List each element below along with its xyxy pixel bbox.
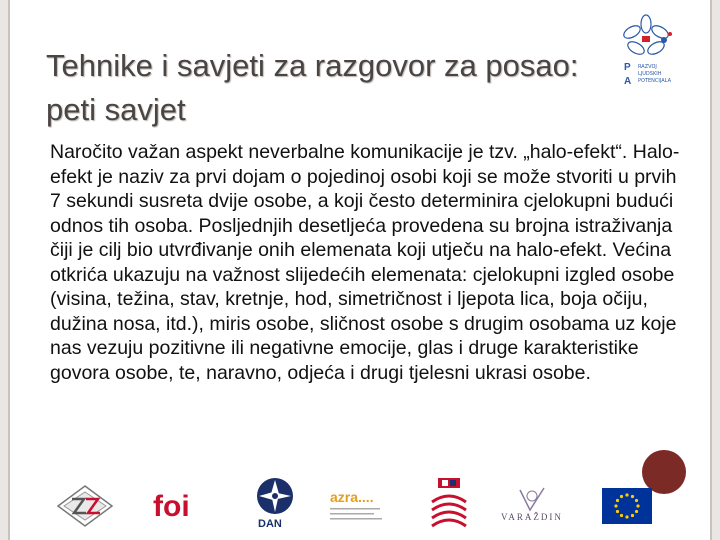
dan-logo [250, 476, 300, 530]
azra-logo-text: azra.... [330, 489, 374, 505]
razvoj-ljudskih-potencijala-logo [610, 10, 692, 92]
right-border-bar [712, 0, 720, 540]
flower-icon [622, 15, 672, 57]
dan-logo-text: DAN [258, 518, 282, 530]
coat-of-arms-icon [428, 476, 470, 532]
varazdin-logo [498, 486, 564, 526]
eu-flag-icon [602, 488, 652, 524]
foi-logo [150, 486, 200, 526]
corner-logo-line-3: POTENCIJALA [638, 78, 671, 84]
foi-logo-text: foi [153, 490, 190, 523]
varazdin-logo-text: VARAŽDIN [501, 512, 563, 522]
footer-logos [0, 472, 720, 540]
zz-logo-icon [56, 484, 114, 528]
slide-body-text: Naročito važan aspekt neverbalne komunikacije je tzv. „halo-efekt“. Halo-efekt je naziv za prvi dojam o pojedinoj osobi koji se može stvoriti u prvih 7 sekundi susreta dvije osobe, a koji često determinira cjelokupni budući odnos tih osoba. Posljednjih desetljeća provedena su brojna istraživanja čiji je cilj bio utvrđivanje onih elemenata koji utječu na halo-efekt. Većina otkrića ukazuju na važnost slijedećih elemenata: cjelokupni izgled osobe (visina, težina, stav, kretnje, hod, simetričnost i ljepota lica, boja očiju, dužina nosa, itd.), miris osobe, sličnost osobe s drugim osobama uz koje nas vezuju pozitivne ili negativne emocije, glas i druge karakteristike govora osobe, te, naravno, odjeća i drugi tjelesni ukrasi osobe. [50, 141, 680, 384]
corner-logo-line-2: LJUDSKIH [638, 71, 662, 77]
left-border-bar [0, 0, 8, 540]
corner-logo-letter-a: A [624, 76, 632, 87]
slide-title: Tehnike i savjeti za razgovor za posao: peti savjet [46, 48, 579, 127]
azra-logo [328, 488, 390, 528]
corner-logo-line-1: RAZVOJ [638, 64, 657, 70]
corner-logo-letter-p: P [624, 62, 631, 73]
